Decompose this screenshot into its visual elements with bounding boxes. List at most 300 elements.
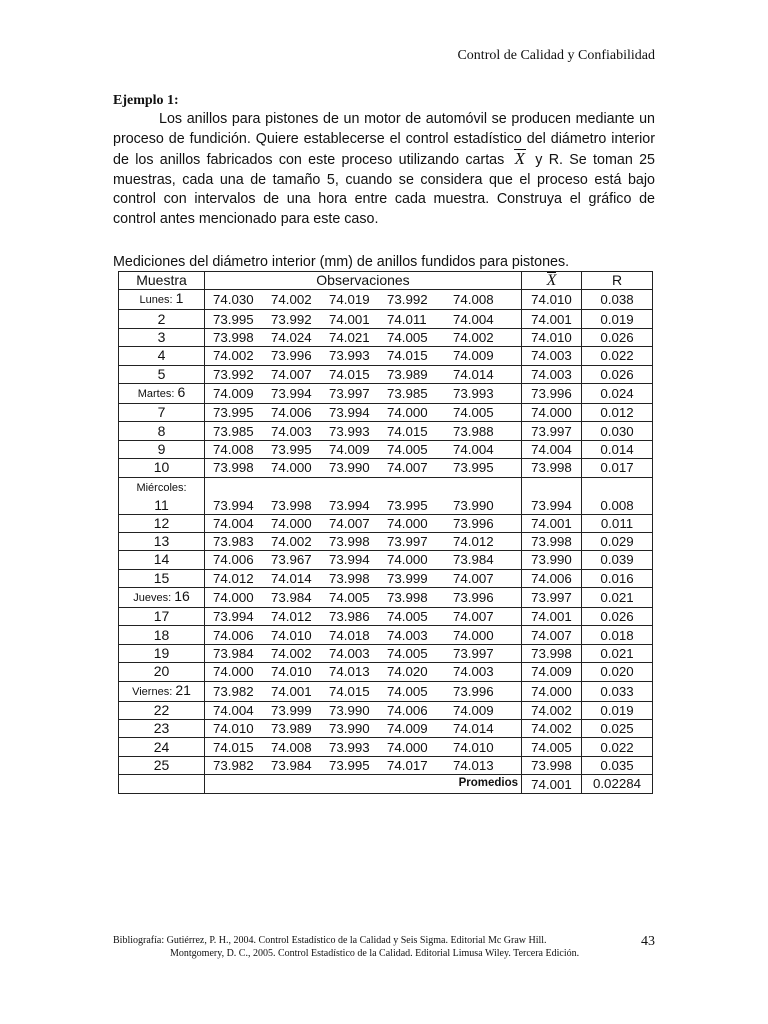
- observation-value: 73.983: [213, 534, 254, 550]
- observation-value: 73.985: [387, 385, 428, 401]
- observation-value: 73.997: [387, 534, 428, 550]
- observation-value: 74.003: [329, 646, 370, 662]
- range-cell: 0.014: [582, 440, 653, 458]
- observation-value: 74.030: [213, 292, 254, 308]
- observation-value: 74.012: [271, 609, 312, 625]
- range-cell: 0.017: [582, 459, 653, 477]
- observations-cell: [205, 328, 522, 346]
- range-cell: 0.026: [582, 608, 653, 626]
- observation-value: 73.994: [329, 552, 370, 568]
- range-cell: 0.011: [582, 514, 653, 532]
- observation-value: 74.000: [387, 552, 428, 568]
- table-row: [119, 347, 653, 365]
- sample-number: 13: [153, 533, 170, 550]
- observation-value: 74.001: [329, 311, 370, 327]
- observation-value: 74.010: [213, 721, 254, 737]
- observation-value: 74.009: [453, 348, 494, 364]
- observation-value: 74.013: [453, 758, 494, 773]
- observations-cell: [205, 756, 522, 774]
- observation-value: 73.995: [213, 405, 254, 421]
- range-cell: 0.021: [582, 588, 653, 608]
- sample-cell: [119, 290, 205, 310]
- table-row: [119, 681, 653, 701]
- day-label: Viernes:: [132, 685, 176, 698]
- observation-value: 74.024: [271, 329, 312, 345]
- sample-number: 22: [153, 701, 170, 718]
- observations-cell: [205, 310, 522, 328]
- observation-value: 74.009: [213, 385, 254, 401]
- sample-cell: [119, 551, 205, 569]
- table-caption: Mediciones del diámetro interior (mm) de anillos fundidos para pistones.: [113, 254, 570, 270]
- observation-value: 74.006: [213, 627, 254, 643]
- observation-value: 74.007: [387, 460, 428, 476]
- sample-cell: [119, 310, 205, 328]
- range-cell: 0.022: [582, 738, 653, 756]
- observation-value: 74.006: [271, 405, 312, 421]
- xbar-cell: 73.998: [522, 644, 582, 662]
- observations-cell: [205, 738, 522, 756]
- observation-value: 73.998: [329, 570, 370, 586]
- observation-value: 74.003: [453, 664, 494, 680]
- header-xbar: [522, 272, 582, 290]
- sample-cell: [119, 681, 205, 701]
- observation-value: 73.999: [387, 570, 428, 586]
- observation-value: 74.005: [387, 441, 428, 457]
- observation-value: 74.008: [453, 292, 494, 308]
- xbar-cell: 74.001: [522, 608, 582, 626]
- observation-value: 74.017: [387, 758, 428, 773]
- range-cell: 0.016: [582, 569, 653, 587]
- example-title: Ejemplo 1:: [113, 93, 179, 108]
- observations-cell: [205, 681, 522, 701]
- observation-value: 73.995: [213, 311, 254, 327]
- table-row: [119, 422, 653, 440]
- observation-value: 73.996: [453, 590, 494, 606]
- observation-value: 73.996: [453, 515, 494, 531]
- sample-cell: [119, 663, 205, 681]
- range-cell: 0.020: [582, 663, 653, 681]
- observation-value: 73.993: [329, 348, 370, 364]
- observation-value: 73.996: [271, 348, 312, 364]
- observation-value: 73.994: [213, 609, 254, 625]
- observation-value: 74.000: [213, 590, 254, 606]
- header-range: R: [582, 272, 653, 290]
- observation-value: 74.008: [271, 739, 312, 755]
- observation-value: 74.014: [453, 721, 494, 737]
- xbar-cell: 74.002: [522, 720, 582, 738]
- observation-value: 73.967: [271, 552, 312, 568]
- sample-cell: [119, 569, 205, 587]
- range-cell: 0.021: [582, 644, 653, 662]
- observation-value: 74.015: [213, 739, 254, 755]
- table-row: [119, 440, 653, 458]
- sample-number: 7: [157, 404, 166, 421]
- observation-value: 74.005: [387, 683, 428, 699]
- xbar-cell: 74.000: [522, 681, 582, 701]
- observation-value: 74.006: [387, 702, 428, 718]
- xbar-cell: 74.003: [522, 347, 582, 365]
- table-row: [119, 459, 653, 477]
- observation-value: 74.004: [213, 702, 254, 718]
- sample-cell: [119, 383, 205, 403]
- sample-number: 8: [157, 422, 166, 439]
- observations-cell: [205, 720, 522, 738]
- table-row: [119, 756, 653, 774]
- sample-cell: [119, 720, 205, 738]
- sample-number: 15: [153, 569, 170, 586]
- sample-number: 24: [153, 738, 170, 755]
- sample-cell: [119, 756, 205, 774]
- xbar-cell: 73.996: [522, 383, 582, 403]
- table-row: [119, 701, 653, 719]
- observations-cell: [205, 626, 522, 644]
- observation-value: 74.021: [329, 329, 370, 345]
- observation-value: 73.995: [387, 497, 428, 513]
- day-label: Jueves:: [133, 592, 175, 605]
- observations-cell: [205, 403, 522, 421]
- page-number: 43: [641, 934, 655, 949]
- sample-cell: [119, 608, 205, 626]
- observation-value: 73.984: [453, 552, 494, 568]
- table-row: [119, 644, 653, 662]
- xbar-cell: 73.997: [522, 588, 582, 608]
- observation-value: 74.012: [453, 534, 494, 550]
- sample-cell: [119, 738, 205, 756]
- bibliography: [113, 934, 658, 960]
- observation-value: 73.998: [213, 329, 254, 345]
- table-body: [119, 290, 653, 775]
- observation-value: 73.993: [329, 423, 370, 439]
- sample-cell: [119, 403, 205, 421]
- sample-cell: [119, 459, 205, 477]
- xbar-cell: 74.003: [522, 365, 582, 383]
- range-cell: 0.022: [582, 347, 653, 365]
- observation-value: 73.994: [271, 385, 312, 401]
- observation-value: 74.009: [387, 721, 428, 737]
- sample-cell: [119, 588, 205, 608]
- xbar-cell: 74.005: [522, 738, 582, 756]
- observation-value: 74.004: [453, 311, 494, 327]
- observation-value: 73.994: [329, 497, 370, 513]
- observation-value: 73.986: [329, 609, 370, 625]
- page-content: [113, 93, 655, 794]
- observation-value: 74.010: [271, 664, 312, 680]
- observation-value: 74.019: [329, 292, 370, 308]
- observation-value: 73.990: [329, 702, 370, 718]
- table-row: [119, 663, 653, 681]
- observation-value: 73.984: [271, 590, 312, 606]
- header-sample: Muestra: [119, 272, 205, 290]
- observation-value: 73.995: [271, 441, 312, 457]
- sample-number: 20: [153, 663, 170, 680]
- xbar-cell: 74.001: [522, 514, 582, 532]
- observation-value: 74.004: [453, 441, 494, 457]
- observation-value: 74.009: [453, 702, 494, 718]
- xbar-cell: 74.006: [522, 569, 582, 587]
- observation-value: 74.006: [213, 552, 254, 568]
- observation-value: 73.985: [213, 423, 254, 439]
- observations-cell: [205, 569, 522, 587]
- xbar-cell: 74.002: [522, 701, 582, 719]
- observation-value: 73.988: [453, 423, 494, 439]
- observation-value: 73.990: [453, 497, 494, 513]
- sample-number: 16: [174, 588, 190, 605]
- observation-value: 73.989: [387, 366, 428, 382]
- observation-value: 74.020: [387, 664, 428, 680]
- sample-number: 12: [153, 514, 170, 531]
- observation-value: 73.994: [329, 405, 370, 421]
- observation-value: 74.015: [387, 423, 428, 439]
- measurements-table: [118, 271, 653, 794]
- observation-value: 74.018: [329, 627, 370, 643]
- observations-cell: [205, 347, 522, 365]
- table-header-row: [119, 272, 653, 290]
- observation-value: 74.003: [271, 423, 312, 439]
- sample-cell: [119, 644, 205, 662]
- observation-value: 74.009: [329, 441, 370, 457]
- observations-cell: [205, 514, 522, 532]
- observations-cell: [205, 701, 522, 719]
- table-row: [119, 477, 653, 514]
- xbar-cell: 73.998: [522, 532, 582, 550]
- observation-value: 73.998: [271, 497, 312, 513]
- observation-value: 73.998: [213, 460, 254, 476]
- table-row: [119, 720, 653, 738]
- observation-value: 74.013: [329, 664, 370, 680]
- sample-number: 17: [153, 608, 170, 625]
- sample-cell: [119, 514, 205, 532]
- observation-value: 73.999: [271, 702, 312, 718]
- range-cell: 0.019: [582, 310, 653, 328]
- observation-value: 74.002: [213, 348, 254, 364]
- range-cell: 0.025: [582, 720, 653, 738]
- observation-value: 74.005: [387, 329, 428, 345]
- observation-value: 74.011: [387, 311, 427, 327]
- observation-value: 74.012: [213, 570, 254, 586]
- observation-value: 74.000: [387, 739, 428, 755]
- observation-value: 74.015: [387, 348, 428, 364]
- observation-value: 73.993: [453, 385, 494, 401]
- xbar-cell: 74.010: [522, 328, 582, 346]
- range-cell: 0.026: [582, 365, 653, 383]
- table-row: [119, 608, 653, 626]
- observation-value: 74.000: [213, 664, 254, 680]
- sample-cell: [119, 440, 205, 458]
- table-row: [119, 383, 653, 403]
- footer-xbar-avg: 74.001: [522, 775, 582, 793]
- footer-empty: [119, 775, 205, 793]
- table-row: [119, 328, 653, 346]
- observation-value: 74.000: [271, 515, 312, 531]
- observation-value: 74.002: [271, 646, 312, 662]
- observation-value: 73.992: [271, 311, 312, 327]
- table-row: [119, 514, 653, 532]
- observation-value: 73.992: [387, 292, 428, 308]
- xbar-cell: 74.000: [522, 403, 582, 421]
- observation-value: 74.000: [453, 627, 494, 643]
- sample-cell: [119, 626, 205, 644]
- example-text-a: Los anillos para pistones de un motor de automóvil se producen mediante un proceso de fundición. Quiere establecerse el control estadístico del diámetro interior de los anillos fabricados con este proceso utilizando cartas: [113, 111, 655, 168]
- sample-number: 18: [153, 626, 170, 643]
- observations-cell: [205, 551, 522, 569]
- observation-value: 74.002: [271, 292, 312, 308]
- table-row: [119, 310, 653, 328]
- observation-value: 74.002: [271, 534, 312, 550]
- observation-value: 73.998: [387, 590, 428, 606]
- sample-cell: [119, 347, 205, 365]
- table-row: [119, 626, 653, 644]
- observation-value: 73.989: [271, 721, 312, 737]
- xbar-cell: 74.009: [522, 663, 582, 681]
- observation-value: 74.000: [271, 460, 312, 476]
- range-cell: 0.018: [582, 626, 653, 644]
- observation-value: 74.010: [271, 627, 312, 643]
- observation-value: 73.998: [329, 534, 370, 550]
- day-label: Martes:: [137, 387, 178, 400]
- sample-number: 11: [154, 496, 169, 513]
- sample-number: 6: [177, 383, 186, 400]
- observations-cell: [205, 422, 522, 440]
- observation-value: 73.984: [271, 758, 312, 773]
- observation-value: 74.007: [271, 366, 312, 382]
- observations-cell: [205, 459, 522, 477]
- example-text-b: y R. Se toman 25 muestras, cada una de tamaño 5, cuando se considera que el proceso está bajo control con intervalos de una hora entre cada muestra. Construya el gráfico de control antes mencionado para este caso.: [113, 152, 655, 227]
- range-cell: 0.019: [582, 701, 653, 719]
- table-row: [119, 738, 653, 756]
- day-label: Lunes:: [139, 294, 176, 307]
- observation-value: 74.005: [453, 405, 494, 421]
- range-cell: 0.030: [582, 422, 653, 440]
- observations-cell: [205, 532, 522, 550]
- sample-cell: [119, 701, 205, 719]
- table-row: [119, 532, 653, 550]
- observation-value: 74.015: [329, 683, 370, 699]
- observation-value: 73.996: [453, 683, 494, 699]
- sample-number: 3: [157, 328, 166, 345]
- observations-cell: [205, 663, 522, 681]
- observations-cell: [205, 365, 522, 383]
- table-row: [119, 588, 653, 608]
- sample-number: 5: [157, 365, 166, 382]
- sample-number: 21: [175, 681, 191, 698]
- observation-value: 74.004: [213, 515, 254, 531]
- xbar-cell: 73.990: [522, 551, 582, 569]
- xbar-cell: 74.001: [522, 310, 582, 328]
- footer-r-avg: 0.02284: [582, 775, 653, 793]
- sample-number: 23: [153, 720, 170, 737]
- xbar-symbol: X: [511, 149, 529, 168]
- observation-value: 74.014: [271, 570, 312, 586]
- table-row: [119, 569, 653, 587]
- table-row: [119, 290, 653, 310]
- observations-cell: [205, 290, 522, 310]
- table-row: [119, 551, 653, 569]
- range-cell: 0.035: [582, 756, 653, 774]
- example-paragraph: [113, 110, 655, 229]
- observation-value: 73.995: [329, 758, 370, 773]
- observation-value: 73.982: [213, 758, 254, 773]
- observation-value: 74.007: [329, 515, 370, 531]
- header-xbar-symbol: X: [544, 272, 560, 289]
- observation-value: 74.000: [387, 515, 428, 531]
- sample-number: 25: [153, 757, 170, 773]
- xbar-cell: 74.007: [522, 626, 582, 644]
- observation-value: 73.990: [329, 460, 370, 476]
- sample-number: 4: [157, 347, 166, 364]
- observation-value: 73.982: [213, 683, 254, 699]
- xbar-cell: 74.004: [522, 440, 582, 458]
- observation-value: 74.005: [387, 646, 428, 662]
- observation-value: 74.015: [329, 366, 370, 382]
- sample-cell: [119, 422, 205, 440]
- observations-cell: [205, 608, 522, 626]
- xbar-cell: 73.994: [522, 477, 582, 514]
- observation-value: 74.014: [453, 366, 494, 382]
- observation-value: 74.002: [453, 329, 494, 345]
- xbar-cell: 73.998: [522, 459, 582, 477]
- observation-value: 74.005: [387, 609, 428, 625]
- observation-value: 74.003: [387, 627, 428, 643]
- page-header: Control de Calidad y Confiabilidad: [457, 48, 655, 63]
- observation-value: 73.984: [213, 646, 254, 662]
- observations-cell: [205, 477, 522, 514]
- observation-value: 73.995: [453, 460, 494, 476]
- sample-number: 10: [153, 459, 170, 476]
- observation-value: 73.997: [329, 385, 370, 401]
- sample-cell: [119, 365, 205, 383]
- observation-value: 73.993: [329, 739, 370, 755]
- range-cell: 0.033: [582, 681, 653, 701]
- sample-number: 19: [153, 645, 170, 662]
- table-row: [119, 365, 653, 383]
- observation-value: 73.997: [453, 646, 494, 662]
- observations-cell: [205, 644, 522, 662]
- day-label: Miércoles:: [136, 481, 187, 494]
- observation-value: 74.007: [453, 570, 494, 586]
- range-cell: 0.039: [582, 551, 653, 569]
- table-row: [119, 403, 653, 421]
- observation-value: 74.007: [453, 609, 494, 625]
- observations-cell: [205, 383, 522, 403]
- sample-cell: [119, 328, 205, 346]
- range-cell: 0.012: [582, 403, 653, 421]
- bibliography-line-2: Montgomery, D. C., 2005. Control Estadístico de la Calidad. Editorial Limusa Wiley. Tercera Edición.: [170, 948, 580, 959]
- bibliography-line-1: Bibliografía: Gutiérrez, P. H., 2004. Control Estadístico de la Calidad y Seis Sigma. Editorial Mc Graw Hill.: [113, 935, 547, 946]
- observation-value: 74.005: [329, 590, 370, 606]
- observations-cell: [205, 440, 522, 458]
- observation-value: 74.000: [387, 405, 428, 421]
- xbar-cell: 73.998: [522, 756, 582, 774]
- range-cell: 0.026: [582, 328, 653, 346]
- header-observations: Observaciones: [205, 272, 522, 290]
- range-cell: 0.038: [582, 290, 653, 310]
- sample-number: 9: [157, 440, 166, 457]
- observations-cell: [205, 588, 522, 608]
- sample-cell: [119, 477, 205, 514]
- table-footer-row: [119, 775, 653, 793]
- sample-number: 2: [157, 310, 166, 327]
- observation-value: 74.008: [213, 441, 254, 457]
- sample-number: 1: [175, 290, 184, 307]
- sample-cell: [119, 532, 205, 550]
- observation-value: 74.010: [453, 739, 494, 755]
- footer-label: Promedios: [205, 775, 522, 793]
- range-cell: 0.024: [582, 383, 653, 403]
- xbar-cell: 74.010: [522, 290, 582, 310]
- xbar-cell: 73.997: [522, 422, 582, 440]
- range-cell: 0.029: [582, 532, 653, 550]
- observation-value: 73.994: [213, 497, 254, 513]
